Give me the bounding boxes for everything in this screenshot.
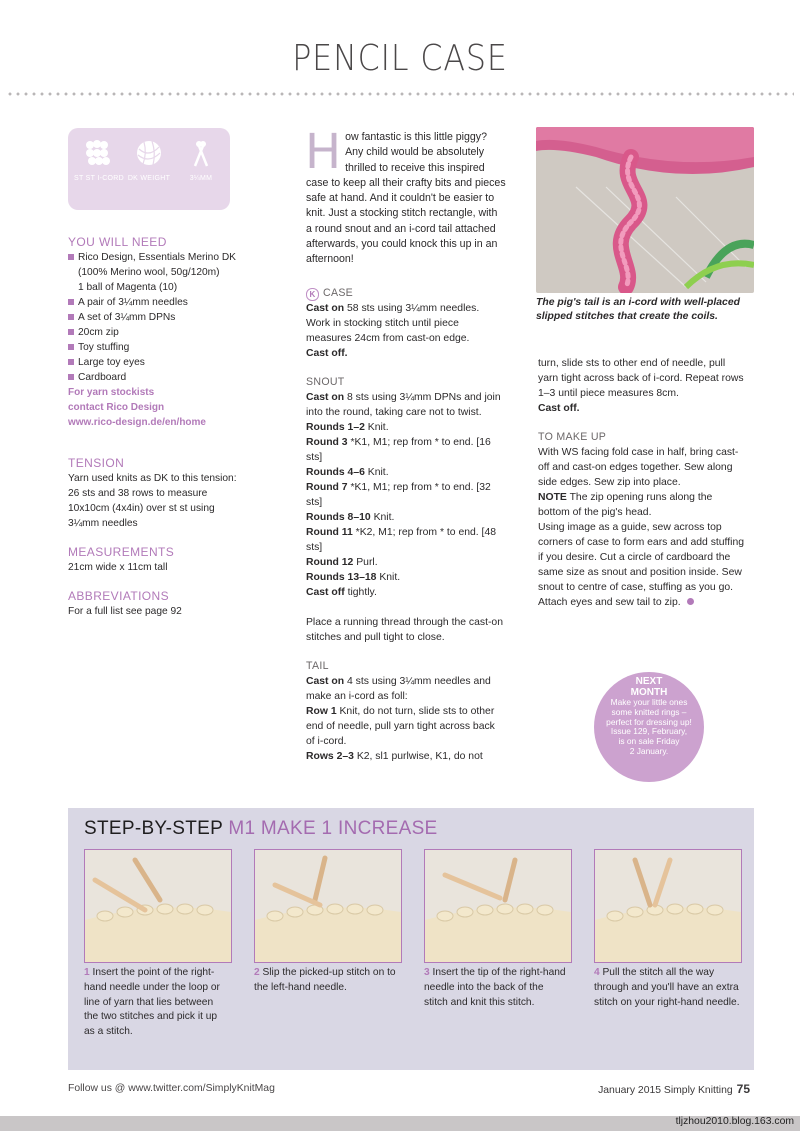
stockists-line-2: contact Rico Design — [68, 402, 165, 413]
next-month-badge — [594, 672, 704, 782]
step-4 — [594, 849, 740, 1010]
watermark-text: tljzhou2010.blog.163.com — [675, 1116, 794, 1127]
tail-row: Cast on 4 sts using 3¼mm needles and make an i-cord as foll: — [306, 676, 491, 702]
snout-row: Round 7 *K1, M1; rep from * to end. [32 sts] — [306, 482, 491, 508]
step-3-photo — [424, 849, 572, 963]
stockists-link[interactable]: www.rico-design.de/en/home — [68, 417, 206, 428]
end-mark-icon — [687, 598, 694, 605]
needle-size-label: 3¼MM — [189, 175, 213, 182]
list-item: 1 ball of Magenta (10) — [78, 282, 178, 293]
stitch-label: ST ST I-CORD — [74, 175, 125, 182]
case-castoff: Cast off. — [306, 348, 348, 359]
badge-line: perfect for dressing up! — [606, 716, 692, 727]
pig-tail-image — [536, 127, 754, 293]
snout-row: Cast on 8 sts using 3¼mm DPNs and join into the round, taking care not to twist. — [306, 392, 501, 418]
step-1-photo — [84, 849, 232, 963]
list-item: Cardboard — [68, 370, 243, 385]
step-2-text: 2 Slip the picked-up stitch on to the left-hand needle. — [254, 967, 396, 993]
tension-text: Yarn used knits as DK to this tension: 26 sts and 38 rows to measure 10x10cm (4x4in) over st st using 3¼mm needles — [68, 473, 237, 529]
tail-row: Rows 2–3 K2, sl1 purlwise, K1, do not — [306, 751, 483, 762]
step-3 — [424, 849, 570, 1010]
badge-line: Issue 129, February, — [610, 726, 688, 737]
needles-icon — [186, 138, 216, 168]
list-item: Rico Design, Essentials Merino DK (100% Merino wool, 50g/120m) — [68, 250, 243, 280]
list-item: 20cm zip — [68, 325, 243, 340]
snout-row: Rounds 8–10 Knit. — [306, 512, 395, 523]
tail-castoff: Cast off. — [538, 403, 580, 414]
issue-label: January 2015 Simply Knitting — [598, 1085, 733, 1096]
step-4-photo — [594, 849, 742, 963]
measurements-text: 21cm wide x 11cm tall — [68, 562, 168, 573]
list-item: A set of 3¼mm DPNs — [68, 310, 243, 325]
measurements-heading: MEASUREMENTS — [68, 545, 175, 559]
snout-row: Round 11 *K2, M1; rep from * to end. [48 sts] — [306, 527, 496, 553]
snout-after: Place a running thread through the cast-on stitches and pull tight to close. — [306, 617, 503, 643]
pig-tail-photo — [536, 127, 754, 293]
snout-row: Round 12 Purl. — [306, 557, 378, 568]
make-up-note: NOTE The zip opening runs along the bottom of the pig's head. — [538, 492, 713, 518]
step-by-step-panel — [68, 808, 754, 1070]
badge-heading-1: NEXT — [635, 676, 663, 687]
right-column — [538, 356, 744, 610]
tension-section — [68, 456, 243, 531]
you-will-need-section — [68, 235, 243, 430]
step-4-text: 4 Pull the stitch all the way through and you'll have an extra stitch on your right-hand needle. — [594, 967, 740, 1008]
project-info-box — [68, 128, 230, 210]
step-1 — [84, 849, 230, 1040]
badge-heading-2: MONTH — [630, 687, 668, 698]
list-item: Toy stuffing — [68, 340, 243, 355]
badge-line: Make your little ones — [610, 697, 688, 707]
watermark-bar — [0, 1116, 800, 1131]
drop-cap: H — [305, 124, 342, 180]
badge-line: some knitted rings – — [611, 706, 687, 717]
weight-label: DK WEIGHT — [127, 175, 171, 182]
badge-line: 2 January. — [629, 745, 669, 756]
case-heading: CASE — [323, 287, 354, 299]
snout-row: Rounds 4–6 Knit. — [306, 467, 389, 478]
abbreviations-section — [68, 589, 243, 619]
make-up-text-2: Using image as a guide, sew across top corners of case to form ears and add stuffing if you desire. Cut a circle of cardboard the same size as snout and position inside. Sew snout to centre of case, stuffing as you go. Attach eyes and sew tail to zip. — [538, 522, 745, 608]
snout-row: Round 3 *K1, M1; rep from * to end. [16 sts] — [306, 437, 491, 463]
knit-badge-icon: K — [306, 288, 319, 301]
snout-row: Cast off tightly. — [306, 587, 377, 598]
you-will-need-heading: YOU WILL NEED — [68, 235, 167, 249]
snout-row: Rounds 1–2 Knit. — [306, 422, 389, 433]
step-1-text: 1 Insert the point of the right-hand needle under the loop or line of yarn that lies between the two stitches and pick it up as a stitch. — [84, 967, 220, 1038]
case-heading-row — [306, 286, 506, 301]
needle-info — [176, 138, 226, 183]
tail-row: Row 1 Knit, do not turn, slide sts to other end of needle, pull yarn tight across back of i-cord. — [306, 706, 495, 747]
step-2-photo — [254, 849, 402, 963]
tension-heading: TENSION — [68, 456, 125, 470]
yarn-ball-icon — [134, 138, 164, 168]
stockists-line-1: For yarn stockists — [68, 387, 155, 398]
list-item: Large toy eyes — [68, 355, 243, 370]
intro-paragraph — [305, 124, 506, 268]
page-title: PENCIL CASE — [292, 38, 508, 79]
tail-heading: TAIL — [306, 660, 329, 672]
snout-heading: SNOUT — [306, 376, 345, 388]
yarn-texture-icon — [84, 138, 114, 168]
abbreviations-heading: ABBREVIATIONS — [68, 589, 170, 603]
twitter-link[interactable]: Follow us @ www.twitter.com/SimplyKnitMag — [68, 1083, 275, 1094]
tail-continued: turn, slide sts to other end of needle, pull yarn tight across back of i-cord. Repeat rows 1–3 until piece measures 8cm. — [538, 358, 744, 399]
snout-row: Rounds 13–18 Knit. — [306, 572, 401, 583]
issue-footer — [560, 1082, 750, 1096]
photo-caption: The pig's tail is an i-cord with well-placed slipped stitches that create the coils. — [536, 297, 740, 322]
page-number: 75 — [736, 1082, 750, 1096]
make-up-text: With WS facing fold case in half, bring cast-off and cast-on edges together. Sew along side edges. Sew zip into place. — [538, 447, 739, 488]
list-item: A pair of 3¼mm needles — [68, 295, 243, 310]
step-by-step-heading: STEP-BY-STEP M1 MAKE 1 INCREASE — [84, 818, 438, 839]
abbreviations-text: For a full list see page 92 — [68, 606, 182, 617]
materials-list — [68, 250, 243, 385]
make-up-heading: TO MAKE UP — [538, 431, 607, 443]
stitch-info — [74, 138, 124, 183]
intro-text: ow fantastic is this little piggy? Any child would be absolutely thrilled to receive this inspired case to keep all their crafty bits and pieces safe at hand. And it couldn't be easier to knit. Just a stocking stitch rectangle, with a round snout and an i-cord tail attached afterwards, you could knock this up in an afternoon! — [306, 131, 506, 266]
pattern-instructions — [306, 286, 506, 764]
step-3-text: 3 Insert the tip of the right-hand needle into the back of the stitch and knit this stitch. — [424, 967, 566, 1008]
case-instruction: Cast on 58 sts using 3¼mm needles. Work in stocking stitch until piece measures 24cm from cast-on edge. — [306, 303, 480, 344]
step-2 — [254, 849, 400, 996]
weight-info — [124, 138, 174, 183]
dotted-divider — [6, 92, 794, 96]
badge-line: is on sale Friday — [618, 736, 680, 747]
measurements-section — [68, 545, 243, 575]
